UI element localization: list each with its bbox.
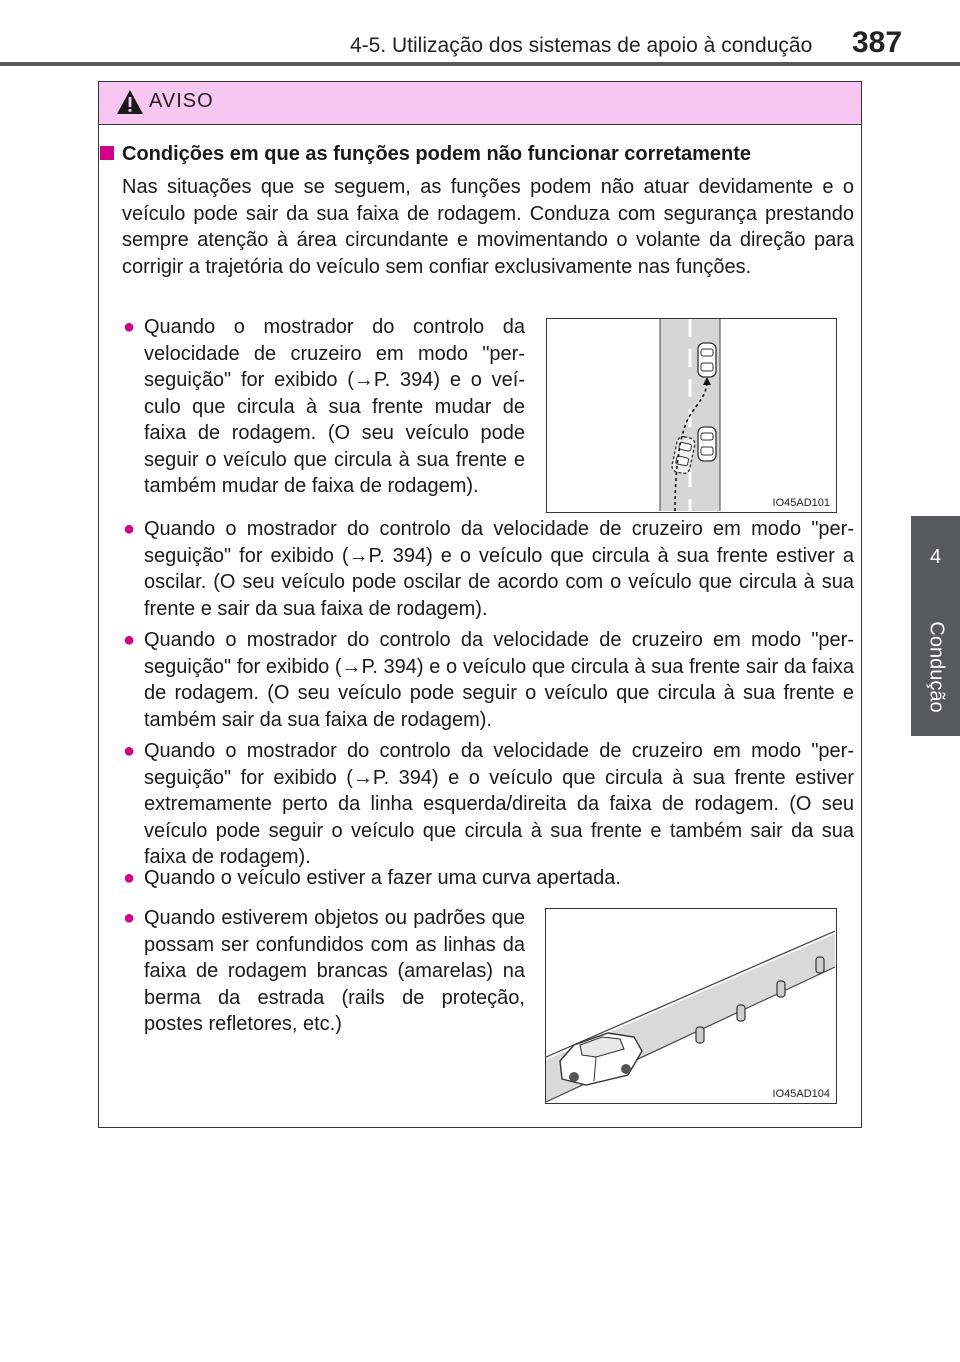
- bullet-item: [123, 865, 854, 892]
- circle-bullet-icon: ●: [123, 518, 136, 540]
- bullet-text: Quando o mostrador do controlo da velocidade de cruzeiro em modo "per-seguição" for exibido (→P. 394) e o veículo que circula à sua frente estiver a oscilar. (O seu veículo pode oscilar de acordo com o veículo que circula à sua frente e sair da sua faixa de rodagem).: [144, 518, 854, 620]
- header-rule: [0, 62, 960, 66]
- bullet-item: [123, 905, 525, 1038]
- lane-change-drawing: [547, 319, 835, 511]
- square-bullet-icon: [100, 146, 114, 160]
- chapter-label-tab: [911, 598, 960, 736]
- roadside-objects-illustration: [545, 908, 837, 1104]
- warning-header: [99, 82, 861, 125]
- lane-change-illustration: [546, 318, 837, 513]
- intro-paragraph: Nas situações que se seguem, as funções podem não atuar devidamente e o veículo pode sair da sua faixa de rodagem. Conduza com segurança prestando sempre atenção à área circundante e movimentando o volante da direção para corrigir a trajetória do veículo sem confiar exclusivamente nas funções.: [122, 176, 854, 278]
- circle-bullet-icon: ●: [123, 316, 136, 338]
- own-car-icon: [698, 427, 716, 461]
- bullet-item: [123, 516, 854, 622]
- figure-code: IO45AD104: [772, 1088, 830, 1100]
- chapter-number-tab: 4: [911, 516, 960, 598]
- figure-code: IO45AD101: [772, 497, 830, 509]
- bullet-text: Quando o mostrador do controlo da velocidade de cruzeiro em modo "per-seguição" for exibido (→P. 394) e o veículo que circula à sua frente estiver extremamente perto da linha esquerda/direita da faixa de rodagem. (O seu veículo pode seguir o veículo que circula à sua frente e também sair da sua faixa de rodagem).: [144, 740, 854, 868]
- circle-bullet-icon: ●: [123, 907, 136, 929]
- warning-label: AVISO: [149, 90, 214, 112]
- bullet-text: Quando o mostrador do controlo da velocidade de cruzeiro em modo "per-seguição" for exibido (→P. 394) e o veículo que circula à sua frente sair da faixa de rodagem. (O seu veículo pode seguir o veículo que circula à sua frente e também sair da sua faixa de rodagem).: [144, 629, 854, 731]
- chapter-label: Condução: [925, 621, 947, 713]
- bullet-item: [123, 627, 854, 733]
- header-section-title: 4-5. Utilização dos sistemas de apoio à condução: [350, 34, 813, 57]
- car-icon: [560, 1033, 642, 1085]
- section-heading-text: Condições em que as funções podem não funcionar corretamente: [122, 143, 752, 165]
- front-car-icon: [698, 343, 716, 377]
- bullet-item: [123, 314, 525, 500]
- bullet-text: Quando o veículo estiver a fazer uma curva apertada.: [144, 867, 621, 889]
- circle-bullet-icon: ●: [123, 867, 136, 889]
- warning-triangle-icon: [115, 88, 145, 116]
- bullet-item: [123, 738, 854, 871]
- page-number: 387: [852, 26, 903, 59]
- bullet-text: Quando estiverem objetos ou padrões que possam ser confundidos com as linhas da faixa de rodagem brancas (amarelas) na berma da estrada (rails de proteção, postes refletores, etc.): [144, 907, 525, 1035]
- section-heading: [100, 143, 751, 166]
- circle-bullet-icon: ●: [123, 740, 136, 762]
- bullet-text: Quando o mostrador do controlo da velocidade de cruzeiro em modo "per-seguição" for exibido (→P. 394) e o veí-culo que circula à sua frente mudar de faixa de rodagem. (O seu veículo pode seguir o veículo que circula à sua frente e também mudar de faixa de rodagem).: [144, 316, 525, 497]
- roadside-objects-drawing: [546, 909, 835, 1102]
- circle-bullet-icon: ●: [123, 629, 136, 651]
